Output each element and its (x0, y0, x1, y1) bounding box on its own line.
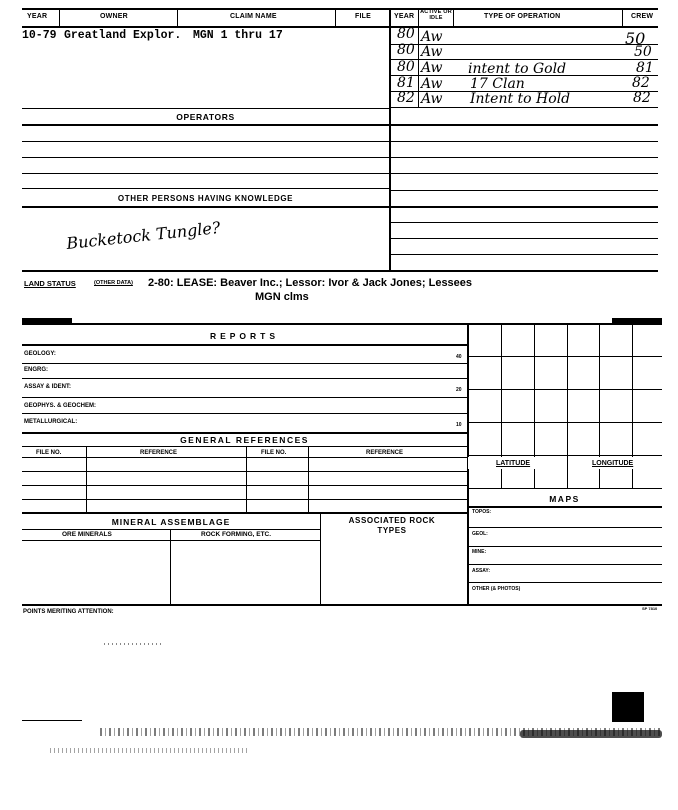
ore-minerals-label: ORE MINERALS (62, 531, 112, 538)
land-status-line-2: MGN clms (255, 291, 309, 303)
maps-title: MAPS (549, 494, 580, 504)
maps-topos: TOPOS: (472, 509, 492, 515)
ref-col-file-2: FILE NO. (261, 450, 287, 456)
report-geology: GEOLOGY: (24, 351, 56, 357)
maps-other: OTHER (& PHOTOS) (472, 586, 521, 592)
header-file: FILE (355, 13, 371, 20)
maps-geol: GEOL: (472, 531, 488, 537)
land-status-line-1: 2-80: LEASE: Beaver Inc.; Lessor: Ivor & Jack Jones; Lessees (148, 277, 473, 289)
operators-title: OPERATORS (176, 112, 235, 122)
black-square-mark (612, 692, 644, 722)
ref-col-file-1: FILE NO. (36, 450, 62, 456)
general-references-title: GENERAL REFERENCES (180, 435, 309, 445)
reports-title: REPORTS (209, 331, 280, 341)
activity-status-4: Aw (421, 76, 443, 92)
activity-crew-1: 50 (625, 29, 646, 48)
claim-year: 10-79 (22, 29, 57, 42)
points-meriting-attention: POINTS MERITING ATTENTION: (23, 609, 114, 615)
activity-year-1: 80 (397, 26, 415, 42)
report-num-3: 20 (456, 387, 462, 393)
report-assay: ASSAY & IDENT: (24, 384, 72, 390)
rock-forming-label: ROCK FORMING, ETC. (201, 531, 272, 538)
activity-year-4: 81 (397, 75, 415, 91)
activity-crew-2: 50 (634, 44, 652, 60)
owner-name: Greatland Explor. (64, 29, 182, 42)
report-num-1: 40 (456, 354, 462, 360)
header-year-2: YEAR (394, 13, 415, 20)
activity-status-5: Aw (421, 91, 443, 107)
activity-operation-4: 17 Clan (470, 76, 525, 92)
associated-rock-types: ASSOCIATED ROCK TYPES (348, 516, 436, 535)
activity-operation-5: Intent to Hold (470, 91, 571, 107)
header-claim-name: CLAIM NAME (230, 13, 277, 20)
scan-speckle-row (104, 643, 164, 645)
ref-col-ref-1: REFERENCE (140, 450, 178, 456)
header-owner: OWNER (100, 13, 128, 20)
report-num-5: 10 (456, 422, 462, 428)
activity-crew-3: 81 (636, 60, 654, 76)
form-number: SP 7810 (642, 606, 658, 611)
maps-mine: MINE: (472, 549, 487, 555)
report-engrg: ENGRG: (24, 367, 48, 373)
activity-year-3: 80 (397, 59, 415, 75)
activity-status-1: Aw (421, 29, 443, 45)
report-geophys: GEOPHYS. & GEOCHEM: (24, 403, 97, 409)
longitude-label: LONGITUDE (592, 460, 634, 467)
header-active-idle: ACTIVE OR IDLE (420, 9, 452, 21)
report-metallurgical: METALLURGICAL: (24, 419, 78, 425)
other-persons-title: OTHER PERSONS HAVING KNOWLEDGE (117, 194, 294, 203)
mineral-assemblage-title: MINERAL ASSEMBLAGE (111, 517, 231, 527)
ref-col-ref-2: REFERENCE (366, 450, 404, 456)
scan-smudge-lower (50, 748, 250, 753)
activity-year-5: 82 (397, 90, 415, 106)
land-status-sublabel: (OTHER DATA) (94, 280, 133, 286)
header-type-of-operation: TYPE OF OPERATION (484, 13, 561, 20)
land-status-label: LAND STATUS (24, 279, 76, 288)
activity-operation-3: intent to Gold (468, 61, 567, 77)
other-persons-note: Bucketock Tungle? (65, 217, 222, 254)
latitude-label: LATITUDE (496, 460, 531, 467)
activity-crew-5: 82 (633, 90, 651, 106)
activity-status-2: Aw (421, 44, 443, 60)
scan-smudge-dark (520, 730, 662, 738)
activity-status-3: Aw (421, 60, 443, 76)
activity-year-2: 80 (397, 42, 415, 58)
header-crew: CREW (631, 13, 654, 20)
maps-assay: ASSAY: (472, 568, 491, 574)
claim-name: MGN 1 thru 17 (193, 29, 283, 42)
activity-crew-4: 82 (632, 75, 650, 91)
header-year: YEAR (27, 13, 48, 20)
